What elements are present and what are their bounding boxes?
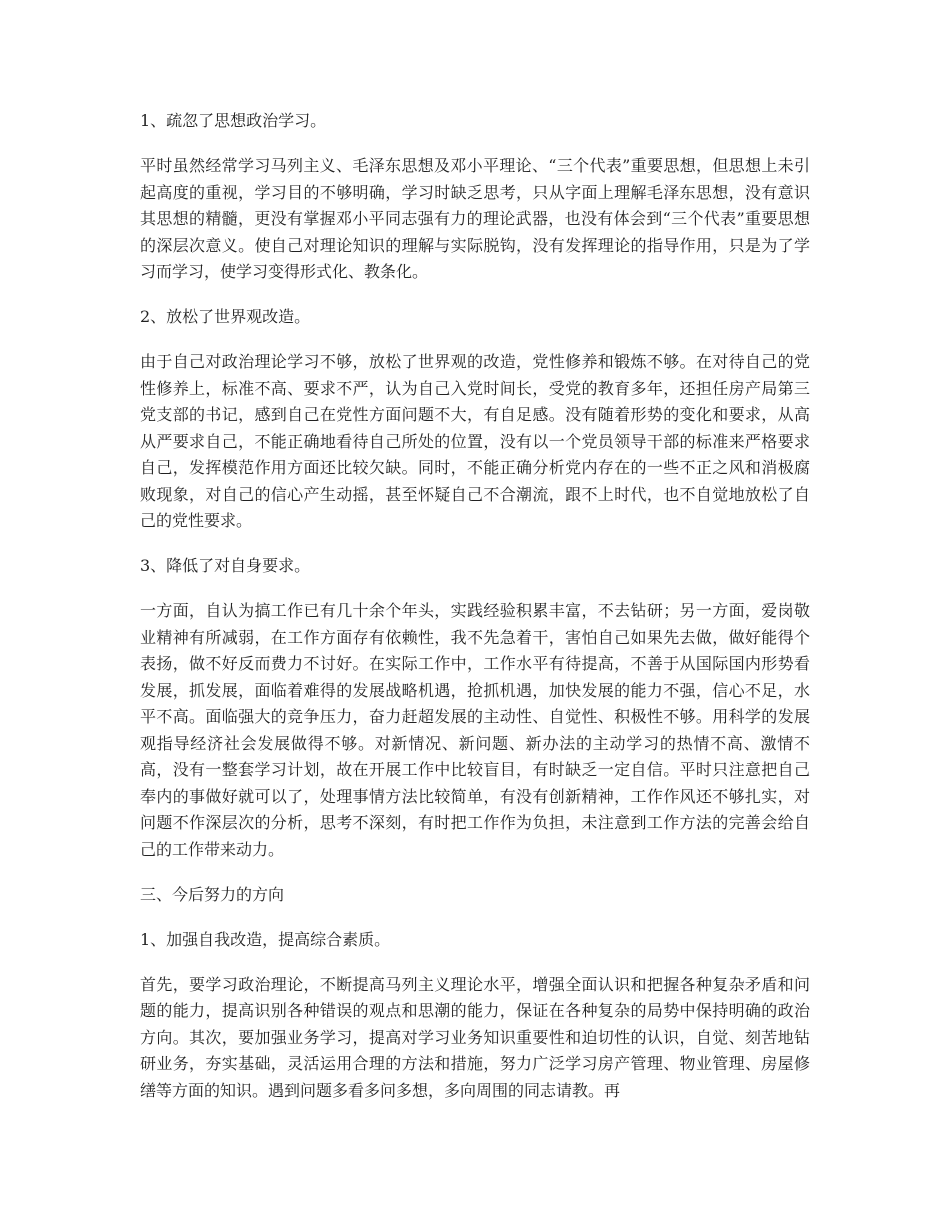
paragraph-3: 一方面，自认为搞工作已有几十余个年头，实践经验积累丰富，不去钻研；另一方面，爱岗敬业精神有所减弱，在工作方面存有依赖性，我不先急着干，害怕自己如果先去做，做好能得个表扬，做不好反而费力不讨好。在实际工作中，工作水平有待提高，不善于从国际国内形势看发展，抓发展，面临着难得的发展战略机遇，抢抓机遇，加快发展的能力不强，信心不足，水平不高。面临强大的竞争压力，奋力赶超发展的主动性、自觉性、积极性不够。用科学的发展观指导经济社会发展做得不够。对新情况、新问题、新办法的主动学习的热情不高、激情不高，没有一整套学习计划，故在开展工作中比较盲目，有时缺乏一定自信。平时只注意把自己奉内的事做好就可以了，处理事情方法比较简单，有没有创新精神，工作作风还不够扎实，对问题不作深层次的分析，思考不深刻，有时把工作作为负担，未注意到工作方法的完善会给自己的工作带来动力。 [140, 601, 810, 859]
paragraph-2: 由于自己对政治理论学习不够，放松了世界观的改造，党性修养和锻炼不够。在对待自己的党性修养上，标准不高、要求不严，认为自己入党时间长，受党的教育多年，还担任房产局第三党支部的书记，感到自己在党性方面问题不大，有自足感。没有随着形势的变化和要求，从高从严要求自己，不能正确地看待自己所处的位置，没有以一个党员领导干部的标准来严格要求自己，发挥模范作用方面还比较欠缺。同时，不能正确分析党内存在的一些不正之风和消极腐败现象，对自己的信心产生动摇，甚至怀疑自己不合潮流，跟不上时代，也不自觉地放松了自己的党性要求。 [140, 352, 810, 530]
chapter-heading-3: 三、今后努力的方向 [140, 884, 285, 904]
subsection-heading-1: 1、加强自我改造，提高综合素质。 [140, 929, 391, 949]
document-page [140, 108, 810, 1123]
section-heading-3: 3、降低了对自身要求。 [140, 556, 311, 575]
section-heading-1: 1、疏忽了思想政治学习。 [140, 111, 327, 130]
section-heading-2: 2、放松了世界观改造。 [140, 307, 311, 326]
paragraph-1: 平时虽然经常学习马列主义、毛泽东思想及邓小平理论、“三个代表”重要思想，但思想上未引起高度的重视，学习目的不够明确，学习时缺乏思考，只从字面上理解毛泽东思想，没有意识其思想的精髓，更没有掌握邓小平同志强有力的理论武器，也没有体会到“三个代表”重要思想的深层次意义。使自己对理论知识的理解与实际脱钩，没有发挥理论的指导作用，只是为了学习而学习，使学习变得形式化、教条化。 [140, 156, 810, 281]
paragraph-4: 首先，要学习政治理论，不断提高马列主义理论水平，增强全面认识和把握各种复杂矛盾和问题的能力，提高识别各种错误的观点和思潮的能力，保证在各种复杂的局势中保持明确的政治方向。其次，要加强业务学习，提高对学习业务知识重要性和迫切性的认识，自觉、刻苦地钻研业务，夯实基础，灵活运用合理的方法和措施，努力广泛学习房产管理、物业管理、房屋修缮等方面的知识。遇到问题多看多问多想，多向周围的同志请教。再 [140, 974, 810, 1100]
